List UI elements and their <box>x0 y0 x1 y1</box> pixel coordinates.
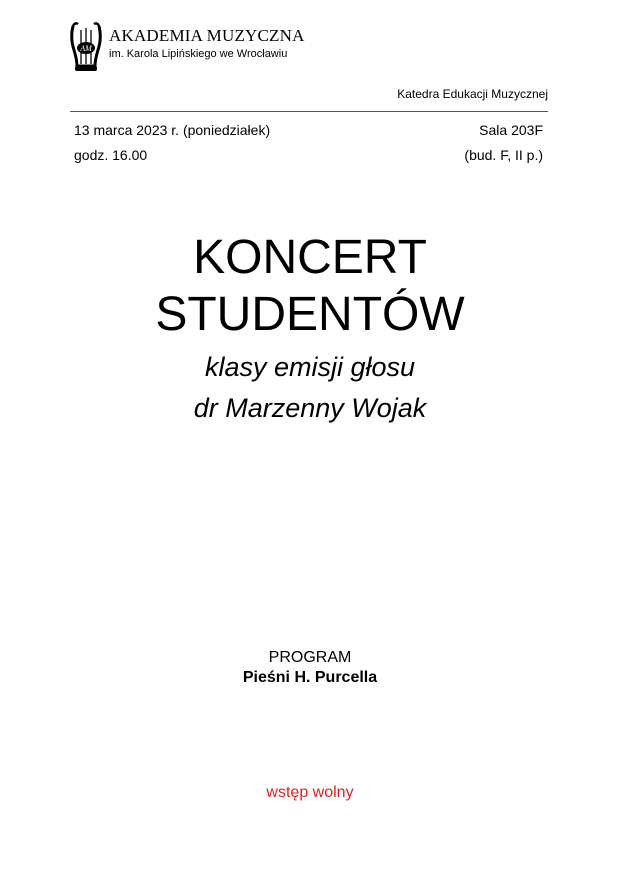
event-room: Sala 203F <box>479 122 543 138</box>
lyre-logo-icon <box>69 18 103 74</box>
header-divider <box>70 111 548 112</box>
event-date: 13 marca 2023 r. (poniedziałek) <box>74 122 271 138</box>
institution-name: AKADEMIA MUZYCZNA <box>109 26 305 45</box>
concert-title-line2: STUDENTÓW <box>155 288 465 341</box>
event-building: (bud. F, II p.) <box>464 147 543 163</box>
svg-text:AM: AM <box>80 44 92 53</box>
concert-title-line1: KONCERT <box>193 231 427 284</box>
institution-subtitle: im. Karola Lipińskiego we Wrocławiu <box>109 48 288 60</box>
concert-subtitle-line2: dr Marzenny Wojak <box>193 393 427 423</box>
program-content: Pieśni H. Purcella <box>242 669 378 686</box>
event-time: godz. 16.00 <box>74 147 148 163</box>
free-entry-note: wstęp wolny <box>266 784 354 801</box>
department-name: Katedra Edukacji Muzycznej <box>397 87 548 101</box>
concert-subtitle-line1: klasy emisji głosu <box>204 352 416 382</box>
program-label: PROGRAM <box>268 649 352 666</box>
